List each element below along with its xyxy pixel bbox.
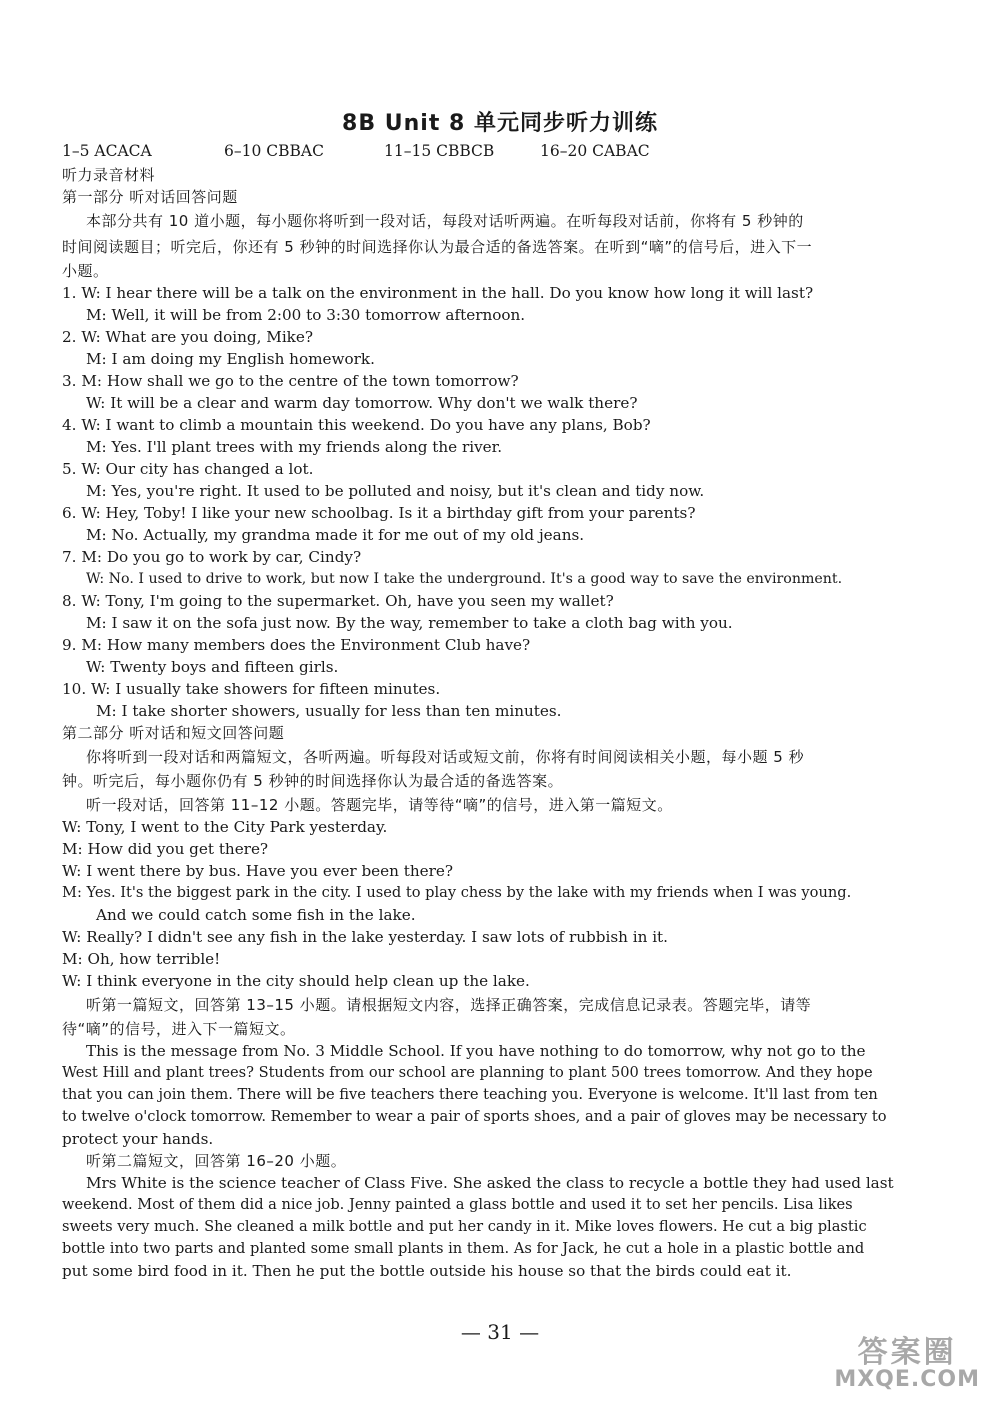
dialogue-line: W: No. I used to drive to work, but now I take the underground. It's a good way to save the environment. [86, 571, 843, 587]
dialogue-line: 5. W: Our city has changed a lot. [62, 460, 314, 478]
dialogue-line: W: I went there by bus. Have you ever been there? [62, 862, 454, 880]
watermark [834, 1327, 980, 1392]
page-number: — 31 — [460, 1320, 540, 1344]
dialogue-line: 8. W: Tony, I'm going to the supermarket. Oh, have you seen my wallet? [62, 592, 614, 610]
dialogue-line: 4. W: I want to climb a mountain this weekend. Do you have any plans, Bob? [62, 416, 651, 434]
passage-line: sweets very much. She cleaned a milk bottle and put her candy in it. Mike loves flowers. He cut a big plastic [62, 1218, 867, 1235]
instruction-text: 听第二篇短文，回答第 16–20 小题。 [86, 1152, 347, 1170]
dialogue-line: M: I take shorter showers, usually for less than ten minutes. [96, 702, 562, 720]
passage-line: bottle into two parts and planted some small plants in them. As for Jack, he cut a hole in a plastic bottle and [62, 1240, 865, 1257]
instruction-text: 听第一篇短文，回答第 13–15 小题。请根据短文内容，选择正确答案，完成信息记录表。答题完毕，请等 [86, 996, 812, 1014]
dialogue-line: 3. M: How shall we go to the centre of the town tomorrow? [62, 372, 519, 390]
instruction-text: 本部分共有 10 道小题，每小题你将听到一段对话，每段对话听两遍。在听每段对话前，你将有 5 秒钟的 [86, 212, 804, 230]
answer-key [62, 142, 962, 166]
page-title: 8B Unit 8 单元同步听力训练 [342, 111, 658, 136]
dialogue-line: M: I am doing my English homework. [86, 350, 375, 368]
answer-group: 16–20 CABAC [540, 142, 650, 160]
dialogue-line: 1. W: I hear there will be a talk on the environment in the hall. Do you know how long it will last? [62, 284, 814, 302]
passage-line: put some bird food in it. Then he put the bottle outside his house so that the birds could eat it. [62, 1262, 792, 1280]
dialogue-line: 9. M: How many members does the Environment Club have? [62, 636, 531, 654]
passage-line: protect your hands. [62, 1130, 214, 1148]
dialogue-line: W: Twenty boys and fifteen girls. [86, 658, 339, 676]
watermark-logo: 答案圈 [857, 1335, 957, 1370]
dialogue-line: M: Oh, how terrible! [62, 950, 221, 968]
dialogue-line: W: Tony, I went to the City Park yesterday. [62, 818, 388, 836]
dialogue-line: 10. W: I usually take showers for fifteen minutes. [62, 680, 441, 698]
watermark-url: MXQE.COM [834, 1367, 980, 1392]
dialogue-line: W: I think everyone in the city should help clean up the lake. [62, 972, 530, 990]
passage-line: weekend. Most of them did a nice job. Jenny painted a glass bottle and used it to set her pencils. Lisa likes [62, 1196, 853, 1213]
passage-line: that you can join them. There will be five teachers there teaching you. Everyone is welcome. It'll last from ten [62, 1086, 878, 1103]
passage-line: Mrs White is the science teacher of Class Five. She asked the class to recycle a bottle they had used last [86, 1174, 894, 1192]
answer-group: 1–5 ACACA [62, 142, 152, 160]
instruction-text: 待“嘀”的信号，进入下一篇短文。 [62, 1020, 296, 1038]
dialogue-line: M: Yes, you're right. It used to be polluted and noisy, but it's clean and tidy now. [86, 482, 705, 500]
instruction-text: 钟。听完后，每小题你仍有 5 秒钟的时间选择你认为最合适的备选答案。 [62, 772, 564, 790]
passage-line: This is the message from No. 3 Middle School. If you have nothing to do tomorrow, why not go to the [86, 1042, 866, 1060]
dialogue-line: M: How did you get there? [62, 840, 269, 858]
dialogue-line: W: It will be a clear and warm day tomorrow. Why don't we walk there? [86, 394, 638, 412]
section-label: 听力录音材料 [62, 166, 156, 184]
dialogue-line: M: Well, it will be from 2:00 to 3:30 tomorrow afternoon. [86, 306, 526, 324]
dialogue-line: 6. W: Hey, Toby! I like your new schoolbag. Is it a birthday gift from your parents? [62, 504, 696, 522]
dialogue-line: 2. W: What are you doing, Mike? [62, 328, 314, 346]
dialogue-line: 7. M: Do you go to work by car, Cindy? [62, 548, 362, 566]
passage-line: to twelve o'clock tomorrow. Remember to wear a pair of sports shoes, and a pair of gloves may be necessary to [62, 1108, 887, 1125]
dialogue-line: M: No. Actually, my grandma made it for me out of my old jeans. [86, 526, 585, 544]
dialogue-line: And we could catch some fish in the lake. [96, 906, 416, 924]
dialogue-line: W: Really? I didn't see any fish in the lake yesterday. I saw lots of rubbish in it. [62, 928, 668, 946]
dialogue-line: M: Yes. It's the biggest park in the city. I used to play chess by the lake with my friends when I was young. [62, 884, 852, 901]
dialogue-line: M: Yes. I'll plant trees with my friends along the river. [86, 438, 503, 456]
instruction-text: 你将听到一段对话和两篇短文，各听两遍。听每段对话或短文前，你将有时间阅读相关小题，每小题 5 秒 [86, 748, 805, 766]
section-heading: 第二部分 听对话和短文回答问题 [62, 724, 285, 742]
dialogue-line: M: I saw it on the sofa just now. By the way, remember to take a cloth bag with you. [86, 614, 733, 632]
instruction-text: 小题。 [62, 262, 109, 280]
section-heading: 第一部分 听对话回答问题 [62, 188, 238, 206]
passage-line: West Hill and plant trees? Students from our school are planning to plant 500 trees tomorrow. And they hope [62, 1064, 873, 1081]
answer-group: 6–10 CBBAC [224, 142, 324, 160]
instruction-text: 时间阅读题目；听完后，你还有 5 秒钟的时间选择你认为最合适的备选答案。在听到“嘀”的信号后，进入下一 [62, 238, 813, 256]
instruction-text: 听一段对话，回答第 11–12 小题。答题完毕，请等待“嘀”的信号，进入第一篇短文。 [86, 796, 673, 814]
answer-group: 11–15 CBBCB [384, 142, 495, 160]
